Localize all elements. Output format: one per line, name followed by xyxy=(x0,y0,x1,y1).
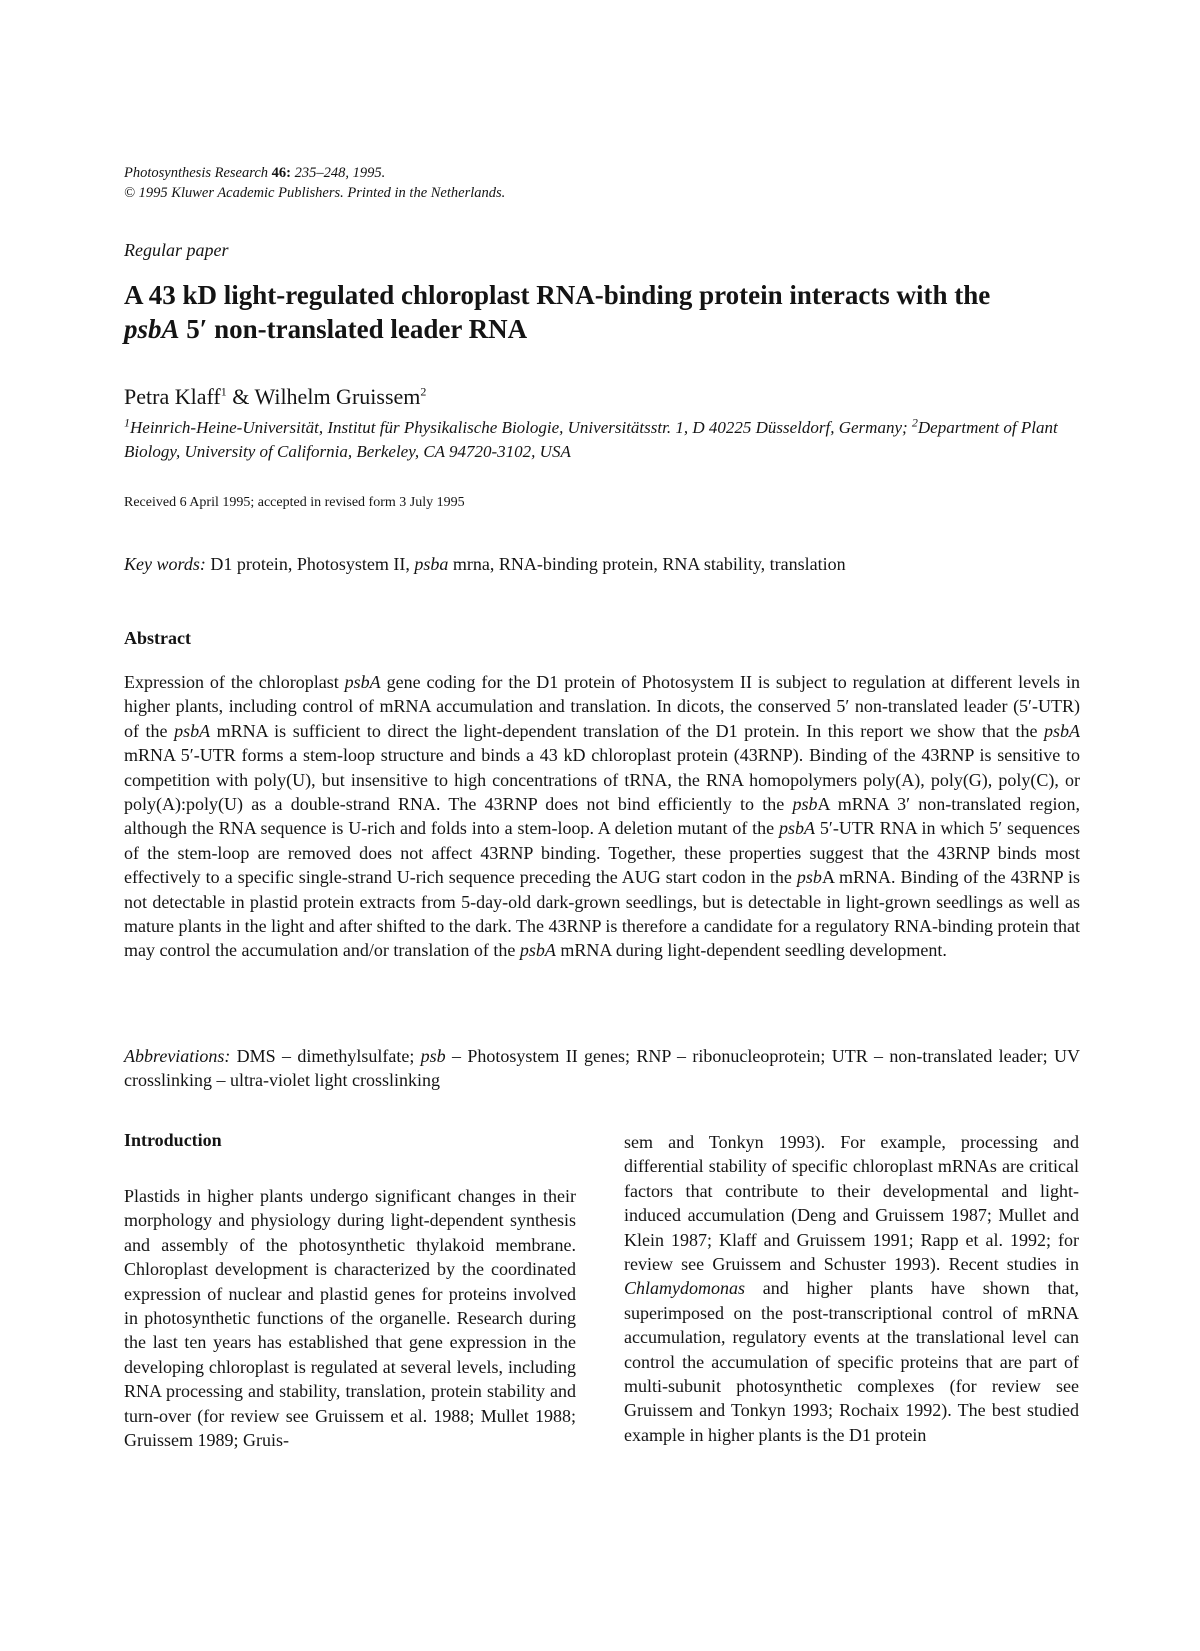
abstract-text: 5′-UTR RNA in which 5′ sequences of the stem-loop are removed does not affect 43RNP binding. Together, these properties suggest that the 43RNP binds most effectively to a specific single-strand U-rich sequence preceding the AUG start codon in the xyxy=(124,818,1080,888)
keywords-text: D1 protein, Photosystem II, xyxy=(205,554,415,574)
intro-right-column xyxy=(624,1130,1079,1447)
abstract-body xyxy=(124,670,1080,963)
abbreviations xyxy=(124,1044,1080,1093)
abstract-italic-term: psb xyxy=(792,794,818,815)
intro-right-italic: Chlamydomonas xyxy=(624,1278,745,1299)
keywords-label: Key words: xyxy=(124,554,206,574)
author-affil-mark: 2 xyxy=(420,384,427,399)
keywords xyxy=(124,552,1084,576)
journal-line xyxy=(124,163,824,183)
received-dates: Received 6 April 1995; accepted in revised form 3 July 1995 xyxy=(124,495,465,510)
affil-mark: 2 xyxy=(911,415,918,430)
abstract-italic-term: psb xyxy=(796,867,822,888)
journal-pages: 235–248, 1995. xyxy=(294,165,386,181)
author-affil-mark: 1 xyxy=(220,384,227,399)
title-part1: A 43 kD light-regulated chloroplast RNA-binding protein interacts with the xyxy=(124,280,991,310)
article-type: Regular paper xyxy=(124,240,229,260)
abstract-italic-term: psbA xyxy=(174,720,211,741)
keywords-text: mrna, RNA-binding protein, RNA stability, translation xyxy=(448,554,846,574)
author-separator: & xyxy=(226,384,255,409)
author-list xyxy=(124,384,426,410)
affiliation-1: Heinrich-Heine-Universität, Institut für Physikalische Biologie, Universitätsstr. 1, D 40225 Düsseldorf, Germany; xyxy=(130,418,912,437)
journal-citation xyxy=(124,163,824,203)
journal-volume: 46: xyxy=(271,165,291,181)
title-part2: 5′ non-translated leader RNA xyxy=(179,314,528,344)
abstract-italic-term: psbA xyxy=(519,940,556,961)
intro-left-column: Plastids in higher plants undergo significant changes in their morphology and physiology during light-dependent synthesis and assembly of the photosynthetic thylakoid membrane. Chloroplast development is characterized by the coordinated expression of nuclear and plastid genes for proteins involved in photosynthetic functions of the organelle. Research during the last ten years has established that gene expression in the developing chloroplast is regulated at several levels, including RNA processing and stability, translation, protein stability and turn-over (for review see Gruissem et al. 1988; Mullet 1988; Gruissem 1989; Gruis- xyxy=(124,1186,576,1451)
author-name: Wilhelm Gruissem xyxy=(254,384,421,409)
abstract-text: A mRNA 3′ non-translated region, although the RNA sequence is U-rich and folds into a stem-loop. A deletion mutant of the xyxy=(124,794,1080,839)
abstract-text: gene coding for the D1 protein of Photosystem II is subject to regulation at different levels in higher plants, including control of mRNA accumulation and translation. In dicots, the conserved 5′ non-translated leader (5′-UTR) of the xyxy=(124,672,1080,741)
paper-title xyxy=(124,278,1084,346)
keywords-italic: psba xyxy=(414,554,449,574)
abbreviations-text: DMS – dimethylsulfate; xyxy=(230,1046,421,1066)
abstract-italic-term: psbA xyxy=(344,672,381,692)
affil-mark: 1 xyxy=(124,415,130,430)
abstract-italic-term: psbA xyxy=(779,818,816,839)
introduction-heading: Introduction xyxy=(124,1130,222,1150)
abbreviations-label: Abbreviations: xyxy=(124,1046,231,1066)
affiliations xyxy=(124,416,1084,464)
abstract-text: A mRNA. Binding of the 43RNP is not detectable in plastid protein extracts from 5-day-old dark-grown seedlings, but is detectable in light-grown seedlings as well as mature plants in the light and after shifted to the dark. The 43RNP is therefore a candidate for a regulatory RNA-binding protein that may control the accumulation and/or translation of the xyxy=(124,867,1081,961)
intro-right-text: sem and Tonkyn 1993). For example, processing and differential stability of specific chloroplast mRNAs are critical factors that contribute to their developmental and light-induced accumulation (Deng and Gruissem 1987; Mullet and Klein 1987; Klaff and Gruissem 1991; Rapp et al. 1992; for review see Gruissem and Schuster 1993). Recent studies in xyxy=(624,1132,1079,1275)
abstract-text: mRNA 5′-UTR forms a stem-loop structure and binds a 43 kD chloroplast protein (43RNP). Binding of the 43RNP is sensitive to competition with poly(U), but insensitive to high concentrations of tRNA, the RNA homopolymers poly(A), poly(G), poly(C), or poly(A):poly(U) as a double-strand RNA. The 43RNP does not bind efficiently to the xyxy=(124,745,1080,815)
affiliation-2: Department of Plant Biology, University of California, Berkeley, CA 94720-3102, USA xyxy=(124,418,1058,461)
abstract-text: Expression of the chloroplast xyxy=(124,672,345,692)
abbreviations-text: – Photosystem II genes; RNP – ribonucleoprotein; UTR – non-translated leader; UV crosslinking – ultra-violet light crosslinking xyxy=(124,1046,1080,1091)
abstract-italic-term: psbA xyxy=(1044,720,1080,741)
journal-name: Photosynthesis Research xyxy=(124,165,269,181)
abstract-text: mRNA during light-dependent seedling development. xyxy=(555,940,947,961)
intro-right-text: and higher plants have shown that, superimposed on the post-transcriptional control of mRNA accumulation, regulatory events at the translational level can control the accumulation of specific proteins that are part of multi-subunit photosynthetic complexes (for review see Gruissem and Tonkyn 1993; Rochaix 1992). The best studied example in higher plants is the D1 protein xyxy=(624,1278,1079,1445)
author-name: Petra Klaff xyxy=(124,384,221,409)
abbreviations-italic: psb xyxy=(420,1046,446,1066)
title-gene: psbA xyxy=(124,314,180,344)
copyright-line: © 1995 Kluwer Academic Publishers. Printed in the Netherlands. xyxy=(124,185,506,201)
abstract-text: mRNA is sufficient to direct the light-dependent translation of the D1 protein. In this report we show that the xyxy=(210,720,1044,741)
abstract-heading: Abstract xyxy=(124,628,191,648)
